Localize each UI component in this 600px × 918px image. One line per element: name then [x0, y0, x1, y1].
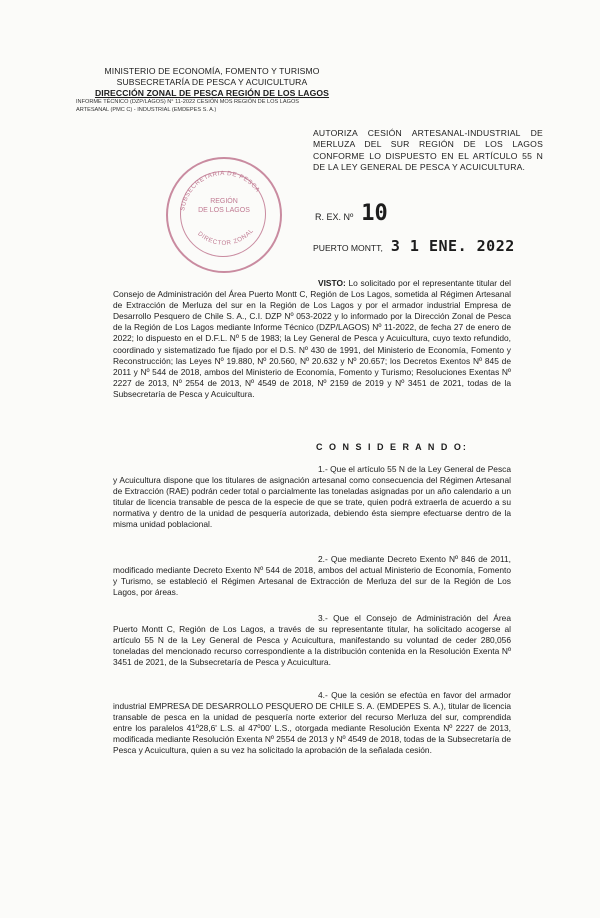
- letterhead: [72, 66, 352, 114]
- considerando-heading: C O N S I D E R A N D O:: [316, 442, 468, 452]
- considerando-4: 4.- Que la cesión se efectúa en favor del armador industrial EMPRESA DE DESARROLLO PESQUERO DE CHILE S. A. (EMDEPES S. A.), titular de licencia transable de pesca en la unidad de pesquería norte exterior del recurso Merluza del sur, comprendida entre los paralelos 41º28,6' L.S. al 47º00' L.S., otorgada mediante Resolución Exenta Nº 2227 de 2013, modificada mediante Resolución Exenta Nº 2554 de 2013 y Nº 4549 de 2018, todas de la Subsecretaría de Pesca y Acuicultura, quien a su vez ha solicitado la aprobación de la señalada cesión.: [113, 690, 511, 756]
- ministry-name: MINISTERIO DE ECONOMÍA, FOMENTO Y TURISMO: [104, 66, 320, 76]
- resolution-label: R. EX. Nº: [315, 212, 354, 222]
- date-stamp: 3 1 ENE. 2022: [390, 237, 515, 255]
- official-stamp: [166, 157, 282, 273]
- stamp-top-text: SUBSECRETARIA DE PESCA: [179, 169, 262, 212]
- subsecretaria-name: SUBSECRETARÍA DE PESCA Y ACUICULTURA: [116, 77, 308, 87]
- considerando-3: 3.- Que el Consejo de Administración del Área Puerto Montt C, Región de Los Lagos, a través de su representante titular, ha solicitado acogerse al artículo 55 N de la Ley General de Pesca y Acuicultura, manifestando su voluntad de ceder 280,056 toneladas del mencionado recurso correspondiente a la distribución contenida en la Resolución Exenta Nº 3451 de 2021, de la Subsecretaría de Pesca y Acuicultura.: [113, 613, 511, 668]
- visto-paragraph: [113, 278, 511, 400]
- reference-line-1: INFORME TÉCNICO (DZP/LAGOS) N° 11-2022 CESIÓN MOS REGIÓN DE LOS LAGOS: [76, 99, 300, 105]
- place: PUERTO MONTT,: [313, 243, 383, 253]
- direccion-zonal-name: DIRECCIÓN ZONAL DE PESCA REGIÓN DE LOS LAGOS: [94, 88, 330, 98]
- place-date-line: [313, 237, 515, 255]
- svg-text:DIRECTOR ZONAL: [196, 227, 255, 247]
- resolution-number-block: [315, 201, 388, 226]
- considerando-2: 2.- Que mediante Decreto Exento Nº 846 de 2011, modificado mediante Decreto Exento Nº 544 de 2018, ambos del actual Ministerio de Economía, Fomento y Turismo, se estableció el Régimen Artesanal de Extracción de Merluza del sur de la Región de Los Lagos, por áreas.: [113, 554, 511, 598]
- resolution-number: 10: [361, 201, 388, 226]
- visto-label: VISTO:: [318, 278, 346, 288]
- reference-line-2: ARTESANAL (PMC C) - INDUSTRIAL (EMDEPES S. A.): [76, 106, 217, 113]
- visto-text: Lo solicitado por el representante titular del Consejo de Administración del Área Puerto Montt C, Región de Los Lagos, sometida al Régimen Artesanal de Extracción de Merluza del sur en la Región de Los Lagos y por el armador industrial Empresa de Desarrollo Pesquero de Chile S. A., C.I. DZP Nº 053-2022 y lo informado por la Dirección Zonal de Pesca de la Región de Los Lagos mediante Informe Técnico (DZP/LAGOS) Nº 11-2022, de fecha 27 de enero de 2022; lo dispuesto en el D.F.L. Nº 5 de 1983; la Ley General de Pesca y Acuicultura, cuyo texto refundido, coordinado y sistematizado fue fijado por el D.S. Nº 430 de 1991, del Ministerio de Economía, Fomento y Reconstrucción; las Leyes Nº 19.880, Nº 20.560, Nº 20.632 y Nº 20.657; los Decretos Exentos Nº 845 de 2011 y Nº 544 de 2018, ambos del Ministerio de Economía, Fomento y Turismo; Resoluciones Exentas Nº 2227 de 2013, Nº 2554 de 2013, Nº 4549 de 2018, Nº 2159 de 2019 y Nº 3451 de 2021, todas de la Subsecretaría de Pesca y Acuicultura.: [113, 278, 511, 399]
- resolution-title: AUTORIZA CESIÓN ARTESANAL-INDUSTRIAL DE MERLUZA DEL SUR REGIÓN DE LOS LAGOS CONFORME LO DISPUESTO EN EL ARTÍCULO 55 N DE LA LEY GENERAL DE PESCA Y ACUICULTURA.: [313, 128, 543, 172]
- stamp-arc-text: [168, 159, 280, 271]
- stamp-bottom-text: DIRECTOR ZONAL: [196, 227, 256, 247]
- considerando-1: 1.- Que el artículo 55 N de la Ley General de Pesca y Acuicultura dispone que los titulares de asignación artesanal como consecuencia del Régimen Artesanal de Extracción (RAE) podrán ceder total o parcialmente las toneladas asignadas por un año calendario a un titular de licencia transable de pesca de la especie de que se trate, quien podrá extraerla de acuerdo a su normativa y dentro de la unidad de pesquería autorizada, debiendo ésta siempre efectuarse dentro de la misma unidad poblacional.: [113, 464, 511, 530]
- stamp-center-text: REGIÓN DE LOS LAGOS: [198, 198, 250, 214]
